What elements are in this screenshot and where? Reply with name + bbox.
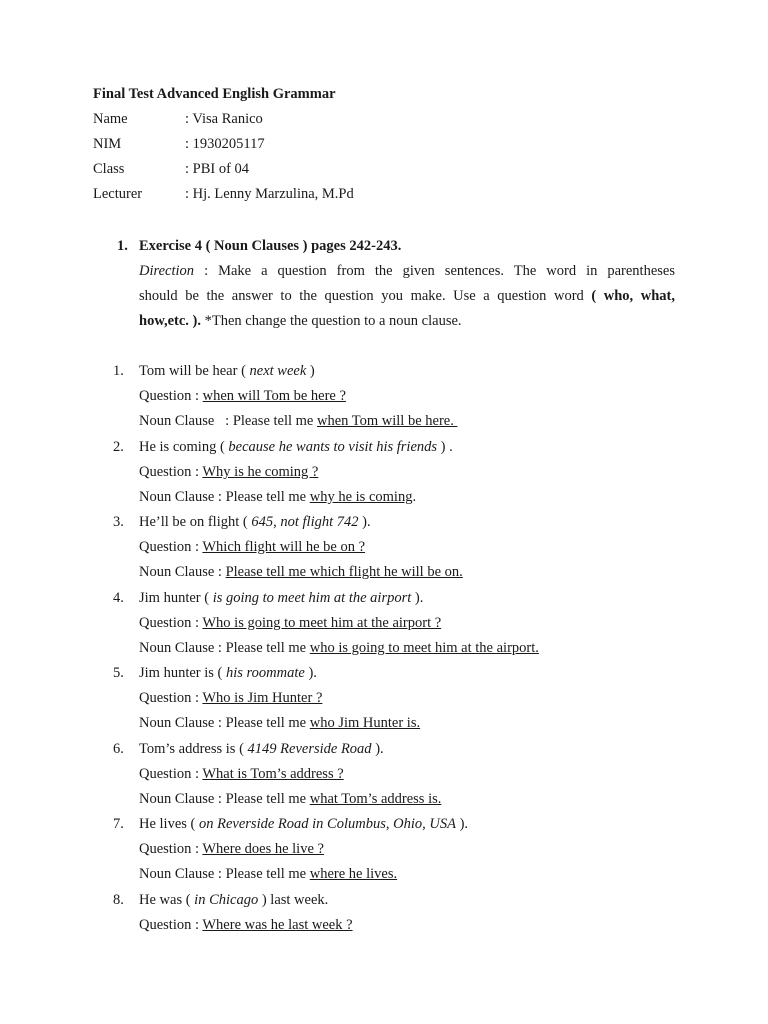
sentence-hint: his roommate: [226, 665, 305, 681]
meta-value: : Hj. Lenny Marzulina, M.Pd: [185, 186, 354, 202]
noun-clause-label: Noun Clause : Please tell me: [139, 640, 310, 656]
sentence-hint: in Chicago: [194, 892, 259, 908]
direction-text: : Make a question from the given sentences. The word in parentheses: [204, 263, 675, 279]
question-label: Question :: [139, 690, 203, 706]
noun-clause-label: Noun Clause : Please tell me: [139, 791, 310, 807]
question-line: [139, 841, 324, 858]
noun-clause-answer: where he lives.: [309, 866, 398, 882]
list-item: [0, 816, 768, 836]
sentence-hint: because he wants to visit his friends: [228, 439, 438, 455]
list-item: [0, 514, 768, 534]
meta-value: : 1930205117: [185, 136, 265, 152]
sentence-text: ).: [358, 514, 371, 530]
item-sentence: [139, 816, 468, 833]
item-sentence: [139, 590, 423, 607]
sentence-text: ).: [411, 590, 424, 606]
sentence-text: Tom’s address is (: [139, 741, 248, 757]
list-item: [0, 665, 768, 685]
question-label: Question :: [139, 464, 203, 480]
item-sentence: [139, 741, 384, 758]
sentence-hint: 4149 Reverside Road: [247, 741, 372, 757]
sentence-text: ): [306, 363, 315, 379]
exercise-number: 1.: [117, 238, 128, 254]
noun-clause-answer: Please tell me which flight he will be on.: [225, 564, 463, 580]
noun-clause-label: Noun Clause : Please tell me: [139, 866, 310, 882]
item-number: 7.: [113, 816, 124, 832]
question-answer: Who is going to meet him at the airport ?: [202, 615, 442, 631]
document-title: Final Test Advanced English Grammar: [93, 86, 336, 102]
direction-text: should be the answer to the question you make. Use a question word: [139, 288, 592, 304]
item-number: 4.: [113, 590, 124, 606]
noun-clause-line: [139, 489, 416, 506]
question-label: Question :: [139, 917, 203, 933]
exercise-title: Exercise 4 ( Noun Clauses ) pages 242-243.: [139, 238, 402, 254]
noun-clause-line: [139, 866, 397, 883]
direction-bold-text: ( who, what,: [591, 288, 675, 304]
question-answer: Which flight will he be on ?: [202, 539, 366, 555]
noun-clause-line: [139, 640, 539, 657]
noun-clause-label: Noun Clause : Please tell me: [139, 413, 317, 429]
meta-label: Name: [93, 111, 128, 127]
sentence-hint: next week: [249, 363, 307, 379]
sentence-text: He was (: [139, 892, 195, 908]
sentence-text: Tom will be hear (: [139, 363, 250, 379]
item-number: 5.: [113, 665, 124, 681]
item-number: 3.: [113, 514, 124, 530]
question-answer: What is Tom’s address ?: [202, 766, 344, 782]
meta-label: Class: [93, 161, 125, 177]
sentence-hint: is going to meet him at the airport: [212, 590, 412, 606]
item-sentence: [139, 363, 315, 380]
direction-label: Direction: [139, 263, 195, 279]
noun-clause-line: [139, 715, 420, 732]
question-line: [139, 539, 365, 556]
meta-value: : PBI of 04: [185, 161, 250, 177]
noun-clause-answer: when Tom will be here.: [317, 413, 458, 429]
question-answer: Where does he live ?: [202, 841, 324, 857]
noun-clause-answer: who Jim Hunter is.: [309, 715, 421, 731]
question-answer: when will Tom be here ?: [202, 388, 346, 404]
item-sentence: [139, 514, 371, 531]
sentence-text: Jim hunter is (: [139, 665, 226, 681]
direction-bold-text: how,etc. ).: [139, 313, 202, 329]
question-answer: Where was he last week ?: [202, 917, 353, 933]
sentence-text: ).: [371, 741, 384, 757]
sentence-text: ).: [304, 665, 317, 681]
sentence-text: ) last week.: [258, 892, 329, 908]
list-item: [0, 741, 768, 761]
noun-clause-line: [139, 413, 457, 430]
item-sentence: [139, 892, 328, 909]
question-line: [139, 690, 322, 707]
direction-line-2: [139, 288, 675, 305]
item-number: 6.: [113, 741, 124, 757]
item-number: 2.: [113, 439, 124, 455]
question-answer: Why is he coming ?: [202, 464, 319, 480]
sentence-text: ) .: [437, 439, 453, 455]
noun-clause-answer: what Tom’s address is.: [309, 791, 442, 807]
sentence-text: He’ll be on flight (: [139, 514, 252, 530]
question-line: [139, 766, 344, 783]
question-label: Question :: [139, 766, 203, 782]
sentence-text: He lives (: [139, 816, 199, 832]
question-line: [139, 917, 353, 934]
list-item: [0, 363, 768, 383]
item-number: 1.: [113, 363, 124, 379]
item-sentence: [139, 439, 453, 456]
sentence-text: ).: [455, 816, 469, 832]
question-label: Question :: [139, 388, 203, 404]
direction-line-1: [139, 263, 675, 280]
question-line: [139, 464, 318, 481]
noun-clause-answer: who is going to meet him at the airport.: [309, 640, 539, 656]
noun-clause-answer: why he is coming: [309, 489, 413, 505]
sentence-text: He is coming (: [139, 439, 229, 455]
question-label: Question :: [139, 841, 203, 857]
question-answer: Who is Jim Hunter ?: [202, 690, 323, 706]
noun-clause-label: Noun Clause : Please tell me: [139, 715, 310, 731]
item-number: 8.: [113, 892, 124, 908]
sentence-hint: on Reverside Road in Columbus, Ohio, USA: [199, 816, 456, 832]
question-label: Question :: [139, 539, 203, 555]
noun-clause-line: [139, 564, 463, 581]
list-item: [0, 590, 768, 610]
noun-clause-line: [139, 791, 441, 808]
noun-clause-label: Noun Clause : Please tell me: [139, 489, 310, 505]
noun-clause-label: Noun Clause :: [139, 564, 226, 580]
direction-line-3: [139, 313, 675, 330]
noun-clause-tail: .: [412, 489, 417, 505]
meta-value: : Visa Ranico: [185, 111, 263, 127]
list-item: [0, 439, 768, 459]
sentence-text: Jim hunter (: [139, 590, 213, 606]
direction-text: *Then change the question to a noun clause.: [201, 313, 462, 329]
question-label: Question :: [139, 615, 203, 631]
meta-label: Lecturer: [93, 186, 143, 202]
sentence-hint: 645, not flight 742: [251, 514, 359, 530]
question-line: [139, 615, 441, 632]
question-line: [139, 388, 346, 405]
item-sentence: [139, 665, 317, 682]
meta-label: NIM: [93, 136, 122, 152]
list-item: [0, 892, 768, 912]
